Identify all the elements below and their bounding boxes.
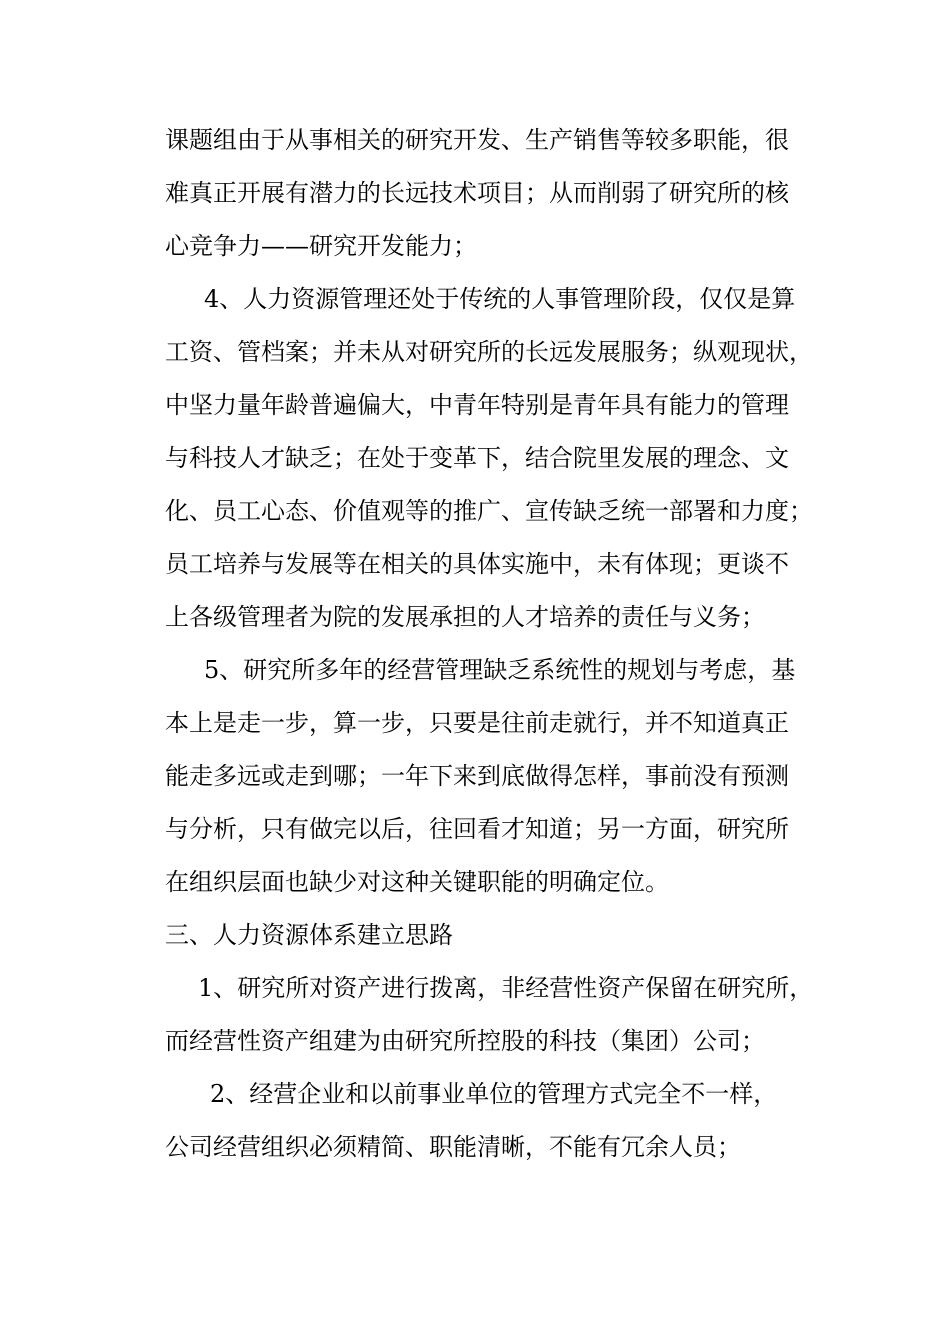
text-line: 化、员工心态、价值观等的推广、宣传缺乏统一部署和力度； [165,497,813,525]
text-line: 中坚力量年龄普遍偏大，中青年特别是青年具有能力的管理 [165,391,789,419]
text-line: 上各级管理者为院的发展承担的人才培养的责任与义务； [165,603,765,631]
text-line: 工资、管档案；并未从对研究所的长远发展服务；纵观现状， [165,338,813,366]
section-heading: 三、人力资源体系建立思路 [165,921,453,949]
paragraph-4-start: 4、人力资源管理还处于传统的人事管理阶段，仅仅是算 [204,285,796,313]
paragraph-2-start: 2、经营企业和以前事业单位的管理方式完全不一样， [210,1080,778,1108]
text-line: 课题组由于从事相关的研究开发、生产销售等较多职能，很 [165,126,789,154]
text-line: 心竞争力——研究开发能力； [165,232,477,260]
text-line: 而经营性资产组建为由研究所控股的科技（集团）公司； [165,1027,765,1055]
text-line: 在组织层面也缺少对这种关键职能的明确定位。 [165,868,669,896]
paragraph-5-start: 5、研究所多年的经营管理缺乏系统性的规划与考虑，基 [204,656,796,684]
text-line: 员工培养与发展等在相关的具体实施中，未有体现；更谈不 [165,550,789,578]
text-line: 能走多远或走到哪；一年下来到底做得怎样，事前没有预测 [165,762,789,790]
text-line: 与分析，只有做完以后，往回看才知道；另一方面，研究所 [165,815,789,843]
text-line: 与科技人才缺乏；在处于变革下，结合院里发展的理念、文 [165,444,789,472]
paragraph-1-start: 1、研究所对资产进行拨离，非经营性资产保留在研究所， [198,974,814,1002]
text-line: 难真正开展有潜力的长远技术项目；从而削弱了研究所的核 [165,179,789,207]
text-line: 本上是走一步，算一步，只要是往前走就行，并不知道真正 [165,709,789,737]
text-line: 公司经营组织必须精简、职能清晰，不能有冗余人员； [165,1133,741,1161]
